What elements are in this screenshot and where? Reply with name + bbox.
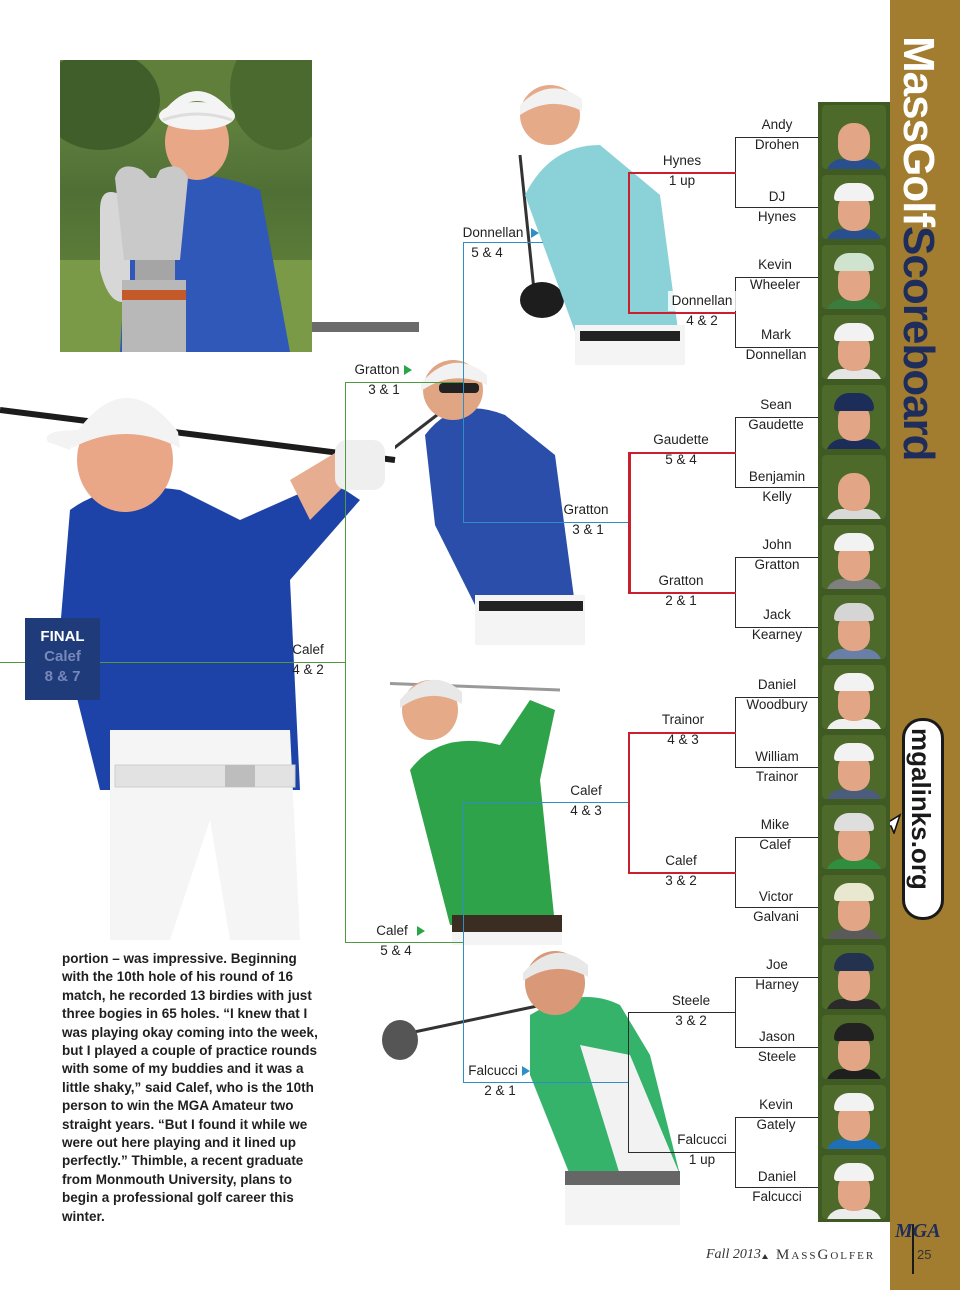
player-first-name: DJ: [768, 189, 786, 204]
donnellan-swing-photo: [490, 75, 700, 365]
round1-winner-score: 5 & 4: [665, 452, 697, 467]
player-last-name: Wheeler: [749, 277, 801, 292]
footer-magazine: MassGolfer: [776, 1247, 876, 1263]
player-headshot: [822, 665, 886, 729]
player-last-name: Calef: [759, 837, 791, 852]
final-entry-score: 4 & 2: [292, 662, 324, 677]
player-first-name: Victor: [758, 889, 794, 904]
player-first-name: Daniel: [757, 677, 797, 692]
bracket-line: [628, 172, 630, 314]
player-last-name: Trainor: [755, 769, 799, 784]
final-entry-name: Calef: [292, 642, 324, 657]
round1-winner-score: 4 & 2: [686, 313, 718, 328]
player-headshot: [822, 105, 886, 169]
player-first-name: William: [755, 749, 799, 764]
bracket-line: [463, 242, 464, 522]
round2-winner-name: Falcucci: [677, 1132, 727, 1147]
round2-winner-score: 3 & 2: [675, 1013, 707, 1028]
player-first-name: Mark: [761, 327, 791, 342]
bracket-line: [628, 732, 630, 874]
player-last-name: Gately: [756, 1117, 796, 1132]
round1-winner-name: Trainor: [661, 712, 705, 727]
player-first-name: Jason: [758, 1029, 796, 1044]
final-box: [25, 618, 100, 700]
sidebar-title-massgolf: MassGolf: [894, 36, 943, 227]
player-first-name: Kevin: [758, 257, 792, 272]
player-last-name: Galvani: [753, 909, 799, 924]
player-first-name: Benjamin: [748, 469, 806, 484]
player-headshot: [822, 875, 886, 939]
player-last-name: Harney: [755, 977, 799, 992]
site-link[interactable]: mgalinks.org: [906, 728, 936, 890]
player-headshot: [822, 595, 886, 659]
player-last-name: Falcucci: [752, 1189, 802, 1204]
player-last-name: Woodbury: [746, 697, 808, 712]
player-headshot: [822, 455, 886, 519]
page-number: 25: [917, 1247, 932, 1262]
quarterfinal-winner-score: 5 & 4: [471, 245, 503, 260]
player-headshot: [822, 385, 886, 449]
semifinal-winner-score: 3 & 1: [368, 382, 400, 397]
sidebar-band: [890, 0, 960, 1290]
player-headshot: [822, 945, 886, 1009]
player-first-name: Daniel: [757, 1169, 797, 1184]
round1-winner-score: 2 & 1: [665, 593, 697, 608]
player-headshot: [822, 245, 886, 309]
player-first-name: John: [762, 537, 792, 552]
round1-winner-name: Calef: [665, 853, 697, 868]
round1-winner-name: Donnellan: [668, 291, 736, 311]
mga-logo: MGA: [895, 1220, 941, 1242]
player-last-name: Steele: [757, 1049, 797, 1064]
quarterfinal-winner-score: 2 & 1: [484, 1083, 516, 1098]
player-headshot: [822, 525, 886, 589]
player-last-name: Hynes: [757, 209, 797, 224]
final-score: 8 & 7: [44, 668, 81, 685]
player-last-name: Kelly: [762, 489, 792, 504]
gratton-swing-photo: [395, 345, 595, 645]
round2-winner-name: Calef: [570, 783, 602, 798]
player-first-name: Andy: [761, 117, 793, 132]
round2-winner-score: 4 & 3: [570, 803, 602, 818]
player-last-name: Gaudette: [748, 417, 804, 432]
round2-winner-name: Steele: [671, 993, 711, 1008]
calef-semifinal-photo: [390, 670, 580, 945]
gray-accent-bar: [312, 322, 419, 332]
sidebar-title: [894, 36, 943, 461]
advance-arrow-icon: [404, 365, 412, 375]
footer-issue: Fall 2013: [706, 1247, 761, 1262]
player-last-name: Gratton: [754, 557, 800, 572]
footer-bullet-icon: [762, 1254, 768, 1259]
article-body-text: portion – was impressive. Beginning with the 10th hole of his round of 16 match, he recorded 13 birdies with just three bogies in 65 holes. “I knew that I was playing okay coming into the week, but I played a couple of practice rounds with some of my buddies and it was a little shaky,” said Calef, who is the 10th person to win the MGA Amateur two straight years. “But I found it while we were out here playing and it lined up perfectly.” Thimble, a recent graduate from Monmouth University, plans to begin a professional golf career this winter.: [62, 951, 318, 1224]
player-first-name: Joe: [766, 957, 788, 972]
player-headshot: [822, 805, 886, 869]
player-first-name: Sean: [760, 397, 792, 412]
player-first-name: Jack: [763, 607, 791, 622]
player-first-name: Kevin: [759, 1097, 793, 1112]
player-headshot: [822, 1015, 886, 1079]
bracket-line: [628, 452, 631, 594]
bracket-line: [463, 802, 464, 1082]
player-headshot: [822, 1085, 886, 1149]
round1-winner-name: Hynes: [662, 153, 702, 168]
advance-arrow-icon: [417, 926, 425, 936]
round1-winner-score: 1 up: [668, 173, 696, 188]
advance-arrow-icon: [522, 1066, 530, 1076]
advance-arrow-icon: [531, 228, 539, 238]
player-headshot: [822, 175, 886, 239]
player-headshot: [822, 735, 886, 799]
round1-winner-name: Gratton: [658, 573, 704, 588]
player-headshot: [822, 315, 886, 379]
player-last-name: Drohen: [754, 137, 800, 152]
round2-winner-name: Gratton: [563, 502, 609, 517]
player-first-name: Mike: [760, 817, 790, 832]
semifinal-winner-name: Gratton: [354, 362, 400, 377]
round2-winner-score: 3 & 1: [572, 522, 604, 537]
semifinal-winner-name: Calef: [376, 923, 408, 938]
round1-winner-name: Gaudette: [653, 432, 709, 447]
player-headshot: [822, 1155, 886, 1219]
round2-winner-score: 1 up: [688, 1152, 716, 1167]
player-last-name: Kearney: [751, 627, 803, 642]
round1-winner-score: 4 & 3: [667, 732, 699, 747]
sidebar-title-scoreboard: Scoreboard: [894, 226, 943, 461]
quarterfinal-winner-name: Donnellan: [462, 225, 524, 240]
bracket-line: [628, 1012, 629, 1152]
round1-winner-score: 3 & 2: [665, 873, 697, 888]
semifinal-winner-score: 5 & 4: [380, 943, 412, 958]
player-last-name: Donnellan: [745, 347, 807, 362]
trophy-portrait-photo: [60, 60, 312, 352]
final-winner: Calef: [44, 648, 81, 665]
quarterfinal-winner-name: Falcucci: [468, 1063, 518, 1078]
falcucci-swing-photo: [380, 945, 690, 1225]
final-label: FINAL: [40, 628, 85, 645]
